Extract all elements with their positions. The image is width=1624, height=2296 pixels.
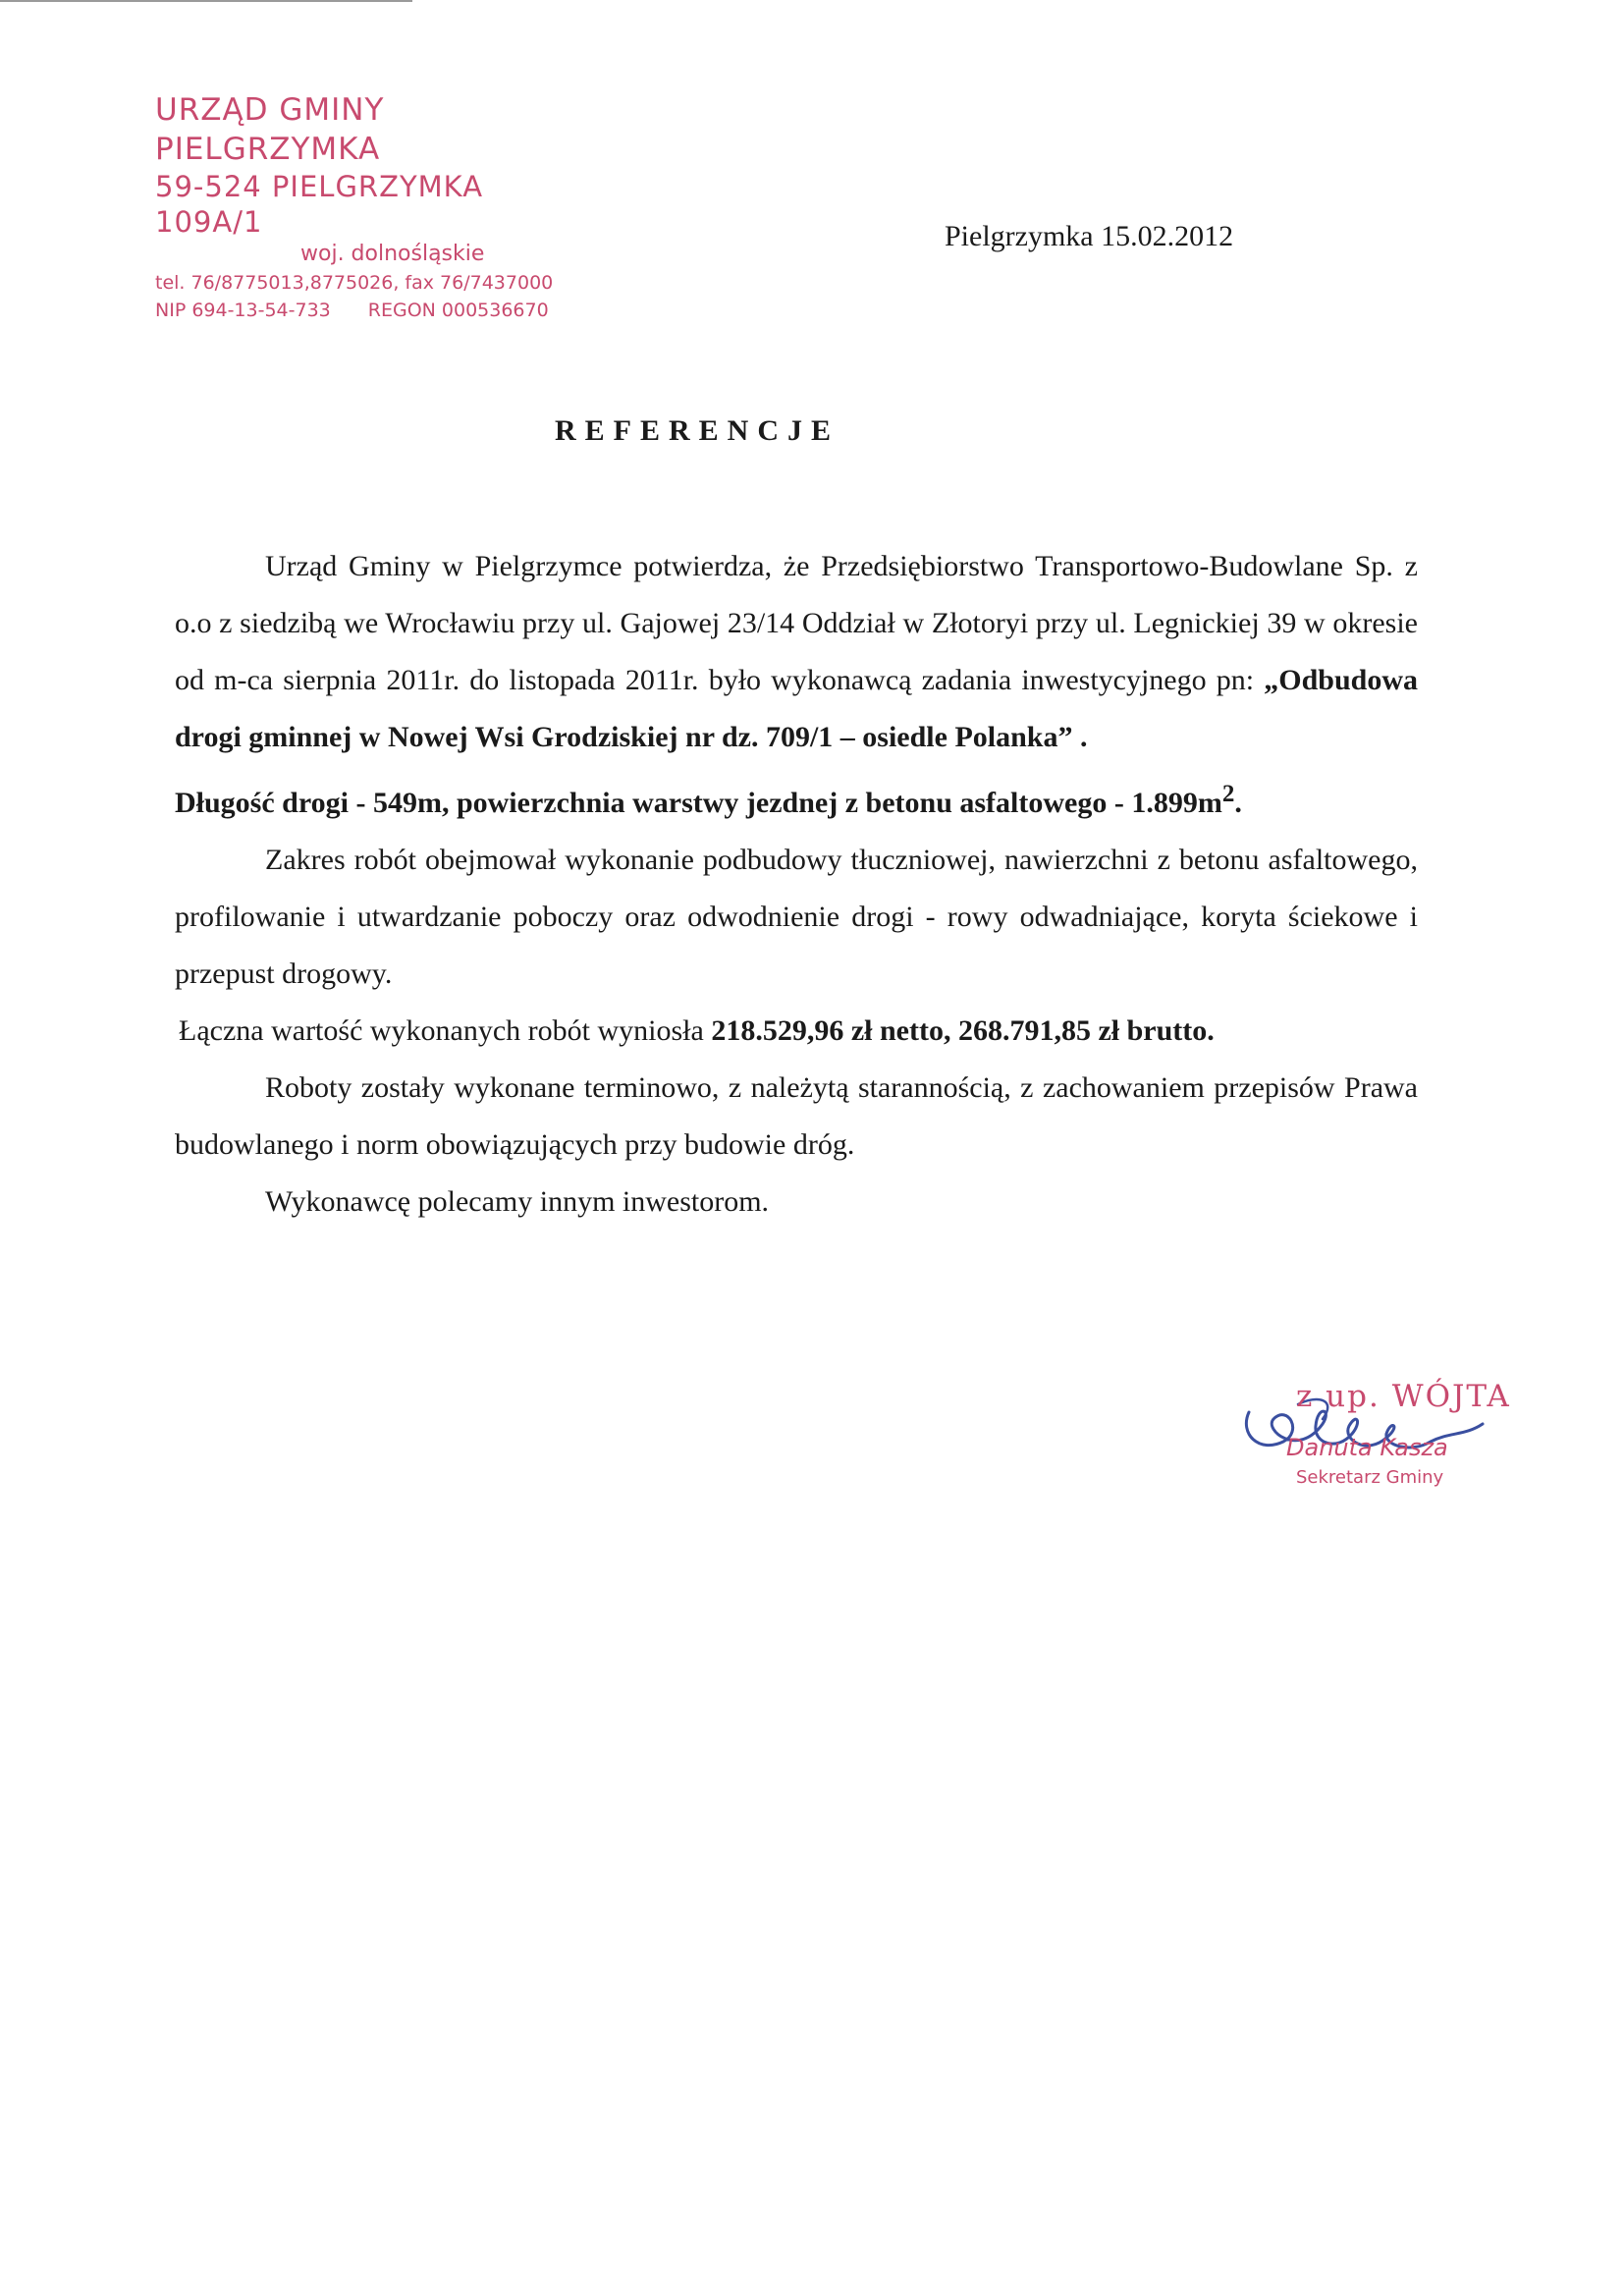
task-name: „Odbudowa drogi gminnej w Nowej Wsi Grodziskiej nr dz. 709/1 – osiedle Polanka” .: [175, 664, 1418, 753]
office-stamp: [155, 90, 587, 324]
signatory-name: Danuta Kasza: [1286, 1434, 1448, 1461]
letter-body: [175, 538, 1418, 1230]
document-title: REFERENCJE: [554, 414, 840, 447]
value-amounts: 218.529,96 zł netto, 268.791,85 zł brutto.: [711, 1014, 1215, 1047]
stamp-regon: REGON 000536670: [367, 300, 549, 321]
quality-paragraph: Roboty zostały wykonane terminowo, z należytą starannością, z zachowaniem przepisów Prawa budowlanego i norm obowiązujących przy budowie dróg.: [175, 1071, 1418, 1161]
road-length-text: Długość drogi - 549m, powierzchnia warstwy jezdnej z betonu asfaltowego - 1.899m: [175, 787, 1222, 819]
signature-block: [1229, 1365, 1524, 1493]
scan-edge-line: [0, 0, 412, 2]
stamp-office-name: URZĄD GMINY PIELGRZYMKA: [155, 92, 385, 167]
stamp-postal-address: 59-524 PIELGRZYMKA 109A/1: [155, 170, 484, 239]
stamp-registry-numbers: [155, 297, 587, 324]
value-text: Łączna wartość wykonanych robót wyniosła: [179, 1014, 712, 1047]
scope-paragraph: Zakres robót obejmował wykonanie podbudowy tłuczniowej, nawierzchni z betonu asfaltowego, profilowanie i utwardzanie poboczy oraz odwodnienie drogi - rowy odwadniające, koryta ściekowe i przepust drogowy.: [175, 844, 1418, 990]
place-and-date: Pielgrzymka 15.02.2012: [945, 220, 1234, 252]
stamp-nip: NIP 694-13-54-733: [155, 300, 331, 321]
stamp-voivodeship: woj. dolnośląskie: [300, 242, 485, 266]
intro-text: Urząd Gminy w Pielgrzymce potwierdza, że Przedsiębiorstwo Transportowo-Budowlane Sp. z o.o z siedzibą we Wrocławiu przy ul. Gajowej 23/14 Oddział w Złotoryi przy ul. Legnickiej 39 w okresie od m-ca sierpnia 2011r. do listopada 2011r. było wykonawcą zadania inwestycyjnego pn:: [175, 550, 1418, 696]
value-paragraph: [175, 1003, 1418, 1060]
road-length-end: .: [1234, 787, 1242, 819]
signatory-position: Sekretarz Gminy: [1296, 1467, 1444, 1488]
intro-paragraph: [175, 538, 1418, 766]
area-unit-superscript: 2: [1221, 781, 1235, 807]
road-length-paragraph: [175, 766, 1418, 832]
signature-role: z up. WÓJTA: [1296, 1379, 1511, 1414]
stamp-phones: tel. 76/8775013,8775026, fax 76/7437000: [155, 272, 554, 294]
recommendation-paragraph: Wykonawcę polecamy innym inwestorom.: [265, 1185, 770, 1218]
